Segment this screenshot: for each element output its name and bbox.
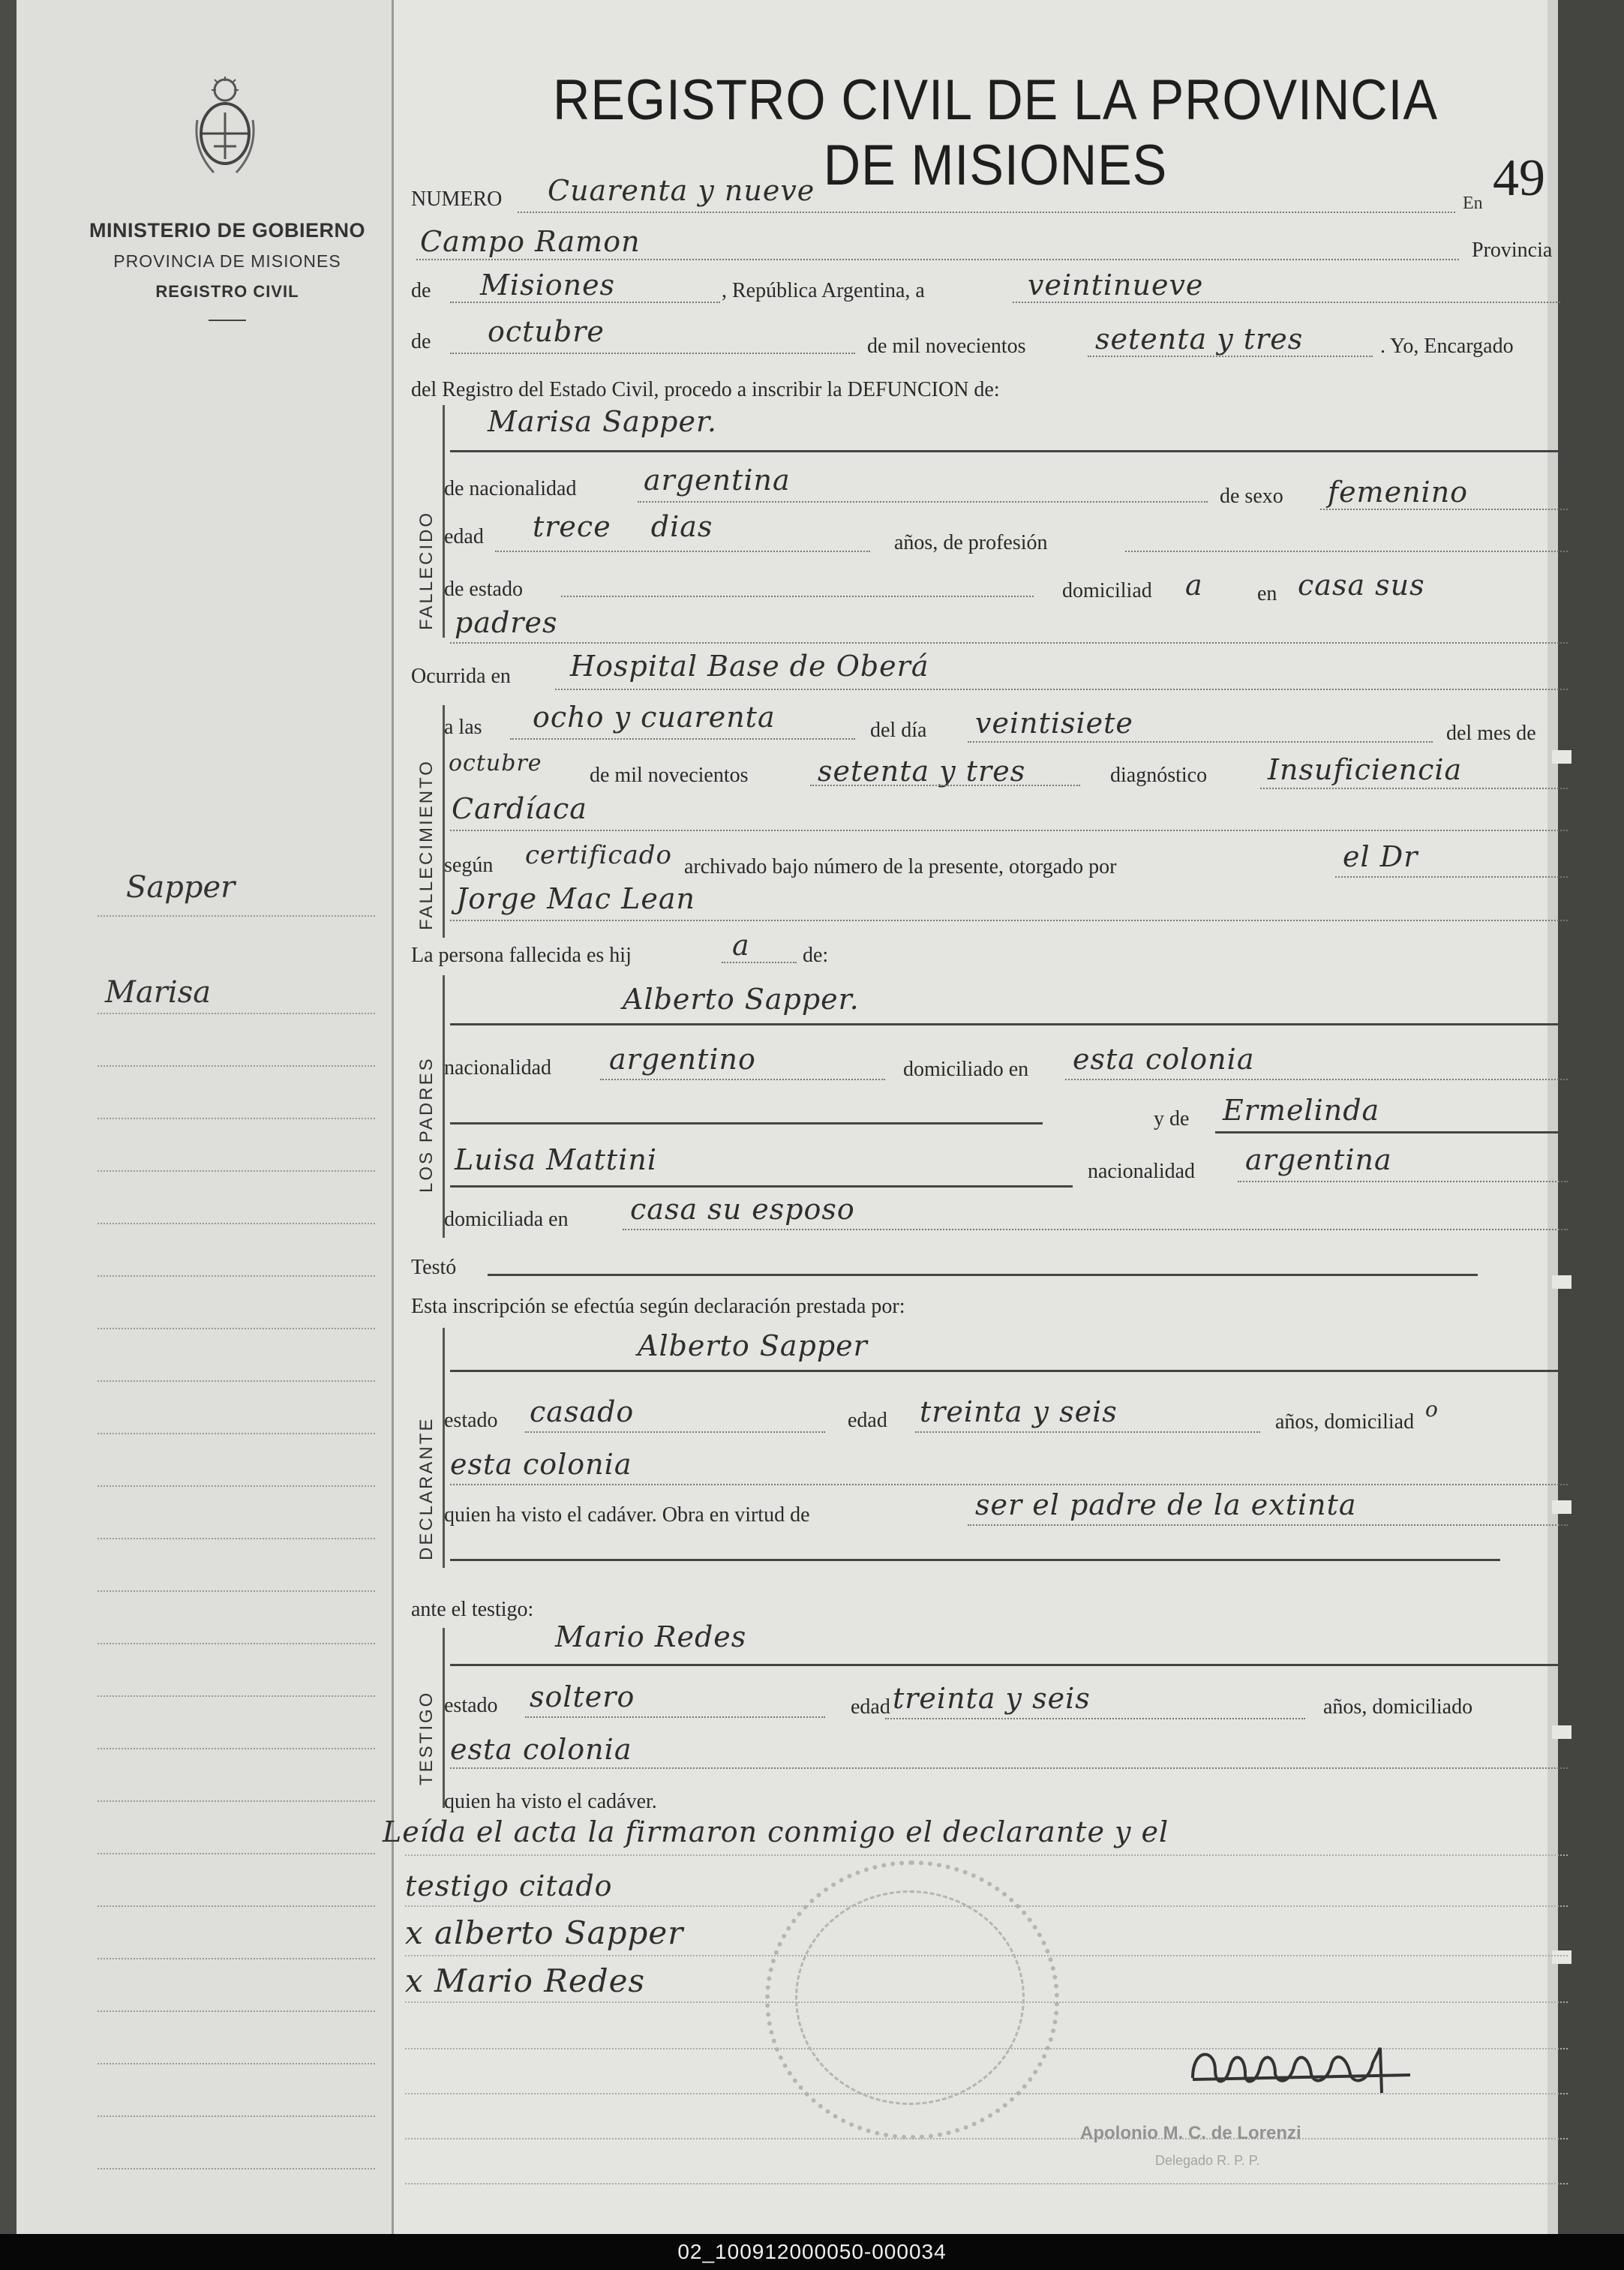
margin-rule bbox=[98, 1275, 375, 1277]
sexo-label: de sexo bbox=[1220, 485, 1283, 508]
madre-name: Ermelinda bbox=[1223, 1094, 1380, 1127]
ante-label: ante el testigo: bbox=[411, 1598, 534, 1621]
declarante-virtud: ser el padre de la extinta bbox=[975, 1488, 1357, 1521]
section-bar bbox=[443, 1328, 445, 1568]
declarante-edad: treinta y seis bbox=[920, 1395, 1118, 1428]
ministry-heading bbox=[81, 219, 374, 321]
margin-rule bbox=[98, 2115, 375, 2117]
ministry-name: MINISTERIO DE GOBIERNO bbox=[89, 219, 366, 242]
testigo-name: Mario Redes bbox=[555, 1620, 747, 1653]
fill-line bbox=[915, 1431, 1260, 1433]
binder-tab bbox=[1552, 1500, 1571, 1514]
domicilio-value-2: padres bbox=[455, 606, 558, 639]
fill-line bbox=[450, 353, 855, 354]
segun-label: según bbox=[444, 854, 494, 877]
underline bbox=[450, 1122, 1043, 1124]
fill-line bbox=[1013, 302, 1560, 303]
ruled-line bbox=[405, 1854, 1568, 1856]
madre-nacionalidad: argentina bbox=[1245, 1143, 1392, 1176]
official-name-stamp: Apolonio M. C. de Lorenzi bbox=[1080, 2123, 1301, 2143]
closing-line-2: testigo citado bbox=[405, 1869, 613, 1902]
underline bbox=[450, 1370, 1568, 1372]
mil-label: de mil novecientos bbox=[590, 764, 749, 787]
section-bar bbox=[443, 975, 445, 1238]
fill-line bbox=[968, 741, 1433, 743]
margin-rule bbox=[98, 2063, 375, 2064]
closing-line-1: Leída el acta la firmaron conmigo el declarante y el bbox=[383, 1815, 1169, 1848]
margin-rule bbox=[98, 1328, 375, 1329]
year-value: setenta y tres bbox=[1095, 323, 1304, 356]
fill-line bbox=[510, 738, 855, 740]
official-seal-ring bbox=[795, 1890, 1025, 2105]
margin-rule bbox=[98, 1958, 375, 1959]
mes-label: del mes de bbox=[1446, 722, 1536, 745]
fill-line bbox=[638, 501, 1208, 503]
margin-rule bbox=[98, 1223, 375, 1224]
fill-line bbox=[1260, 788, 1568, 789]
anio-value: setenta y tres bbox=[818, 755, 1026, 788]
nacionalidad-label: de nacionalidad bbox=[444, 477, 577, 500]
hora-label: a las bbox=[444, 716, 482, 739]
margin-rule bbox=[98, 1905, 375, 1907]
de-label: de bbox=[411, 279, 431, 302]
divider bbox=[209, 320, 246, 321]
fill-line bbox=[525, 1431, 825, 1433]
fill-line bbox=[600, 1079, 885, 1080]
section-bar bbox=[443, 705, 445, 938]
margin-rule bbox=[98, 1065, 375, 1067]
margin-rule bbox=[98, 1695, 375, 1697]
margin-rule bbox=[98, 1380, 375, 1382]
fill-line bbox=[450, 830, 1568, 831]
archivado-label: archivado bajo número de la presente, otorgado por bbox=[684, 855, 1117, 878]
fill-line bbox=[1335, 876, 1568, 878]
testigo-domicilio-label: años, domiciliado bbox=[1323, 1695, 1473, 1719]
document-id-strip bbox=[0, 2234, 1624, 2270]
fill-line bbox=[810, 785, 1080, 786]
ruled-line bbox=[405, 2183, 1568, 2184]
day-value: veintinueve bbox=[1028, 269, 1204, 302]
diagnostico-value-2: Cardíaca bbox=[452, 792, 587, 825]
section-bar bbox=[443, 1628, 445, 1808]
underline bbox=[450, 450, 1568, 452]
underline bbox=[450, 1664, 1568, 1666]
hija-suffix: a bbox=[732, 929, 750, 962]
margin-rule bbox=[98, 1485, 375, 1487]
underline bbox=[450, 1559, 1500, 1561]
domiciliado-label: domiciliado en bbox=[903, 1058, 1029, 1081]
de-label: de bbox=[411, 330, 431, 353]
diagnostico-value: Insuficiencia bbox=[1268, 753, 1463, 786]
yo-label: . Yo, Encargado bbox=[1380, 335, 1514, 358]
domicilio-value: casa sus bbox=[1298, 569, 1425, 602]
margin-rule bbox=[98, 1800, 375, 1802]
document-title: REGISTRO CIVIL DE LA PROVINCIA DE MISIONES bbox=[553, 68, 1438, 197]
fill-line bbox=[1125, 551, 1568, 552]
fill-line bbox=[623, 1229, 1568, 1230]
margin-rule bbox=[98, 1748, 375, 1749]
fill-line bbox=[525, 1716, 825, 1718]
margin-rule bbox=[98, 2010, 375, 2012]
diagnostico-label: diagnóstico bbox=[1110, 764, 1208, 787]
de-label: de: bbox=[803, 944, 829, 967]
domicilio-label: domiciliad bbox=[1062, 579, 1152, 602]
underline bbox=[450, 1185, 1073, 1188]
fill-line bbox=[561, 596, 1034, 597]
madre-domicilio: casa su esposo bbox=[630, 1193, 855, 1226]
province-name: PROVINCIA DE MISIONES bbox=[113, 251, 341, 271]
margin-rule bbox=[98, 1170, 375, 1172]
fill-line bbox=[968, 1524, 1568, 1526]
margin-rule bbox=[98, 1118, 375, 1119]
section-padres-label: LOS PADRES bbox=[416, 1056, 437, 1193]
medico-value: el Dr bbox=[1343, 840, 1418, 873]
edad-value: trece dias bbox=[533, 510, 713, 543]
registro-label: del Registro del Estado Civil, procedo a inscribir la DEFUNCION de: bbox=[411, 378, 1000, 401]
margin-surname: Sapper bbox=[126, 870, 236, 905]
fill-line bbox=[555, 689, 1568, 690]
margin-rule bbox=[98, 1013, 375, 1014]
domiciliada-label: domiciliada en bbox=[444, 1208, 569, 1231]
binder-cover bbox=[1558, 0, 1624, 2234]
numero-label: NUMERO bbox=[411, 188, 503, 211]
province-value: Misiones bbox=[480, 269, 616, 302]
fill-line bbox=[450, 1767, 1568, 1769]
fallecido-name: Marisa Sapper. bbox=[488, 405, 718, 438]
fill-line bbox=[722, 962, 797, 963]
margin-rule bbox=[98, 2168, 375, 2169]
fill-line bbox=[1088, 356, 1373, 357]
section-fallecido-label: FALLECIDO bbox=[416, 510, 437, 630]
en-label: en bbox=[1257, 582, 1277, 605]
month-value: octubre bbox=[488, 315, 605, 348]
fill-line bbox=[416, 259, 1459, 260]
fill-line bbox=[885, 1718, 1305, 1719]
binder-tab bbox=[1552, 1275, 1571, 1289]
margin-column bbox=[17, 0, 394, 2234]
mes-value: octubre bbox=[449, 750, 542, 776]
coat-of-arms-icon bbox=[191, 75, 259, 180]
madre-nacionalidad-label: nacionalidad bbox=[1088, 1160, 1196, 1183]
dia-label: del día bbox=[870, 719, 927, 742]
declarante-estado-label: estado bbox=[444, 1409, 498, 1432]
signature-declarante: x alberto Sapper bbox=[405, 1914, 684, 1951]
testigo-edad: treinta y seis bbox=[893, 1682, 1091, 1715]
mil-label: de mil novecientos bbox=[867, 335, 1026, 358]
section-fallecimiento-label: FALLECIMIENTO bbox=[416, 759, 437, 930]
declarante-domicilio: esta colonia bbox=[450, 1448, 632, 1481]
padre-name: Alberto Sapper. bbox=[623, 983, 860, 1016]
domicilio-suffix: a bbox=[1185, 569, 1203, 602]
fill-line bbox=[450, 302, 720, 303]
registry-name: REGISTRO CIVIL bbox=[155, 282, 299, 301]
declarante-estado: casado bbox=[530, 1395, 635, 1428]
acta-en-label: En bbox=[1463, 194, 1483, 213]
signature-testigo: x Mario Redes bbox=[405, 1962, 646, 1999]
margin-rule bbox=[98, 915, 375, 917]
hija-label: La persona fallecida es hij bbox=[411, 944, 632, 967]
estado-label: de estado bbox=[444, 578, 523, 601]
official-signature bbox=[1185, 2033, 1425, 2100]
fill-line bbox=[1238, 1181, 1568, 1182]
padre-domicilio: esta colonia bbox=[1073, 1043, 1255, 1076]
margin-rule bbox=[98, 1853, 375, 1854]
ruled-line bbox=[405, 2138, 1568, 2139]
sexo-value: femenino bbox=[1328, 476, 1469, 509]
margin-rule bbox=[98, 1590, 375, 1592]
section-testigo-label: TESTIGO bbox=[416, 1690, 437, 1785]
acta-number: 49 bbox=[1493, 149, 1545, 207]
underline bbox=[1215, 1131, 1568, 1133]
testo-label: Testó bbox=[411, 1256, 457, 1279]
declarante-domicilio-suffix: o bbox=[1425, 1397, 1439, 1422]
section-bar bbox=[443, 405, 445, 638]
margin-rule bbox=[98, 1433, 375, 1434]
binder-tab bbox=[1552, 750, 1571, 764]
section-declarante-label: DECLARANTE bbox=[416, 1416, 437, 1560]
binder-tab bbox=[1552, 1950, 1571, 1964]
fill-line bbox=[518, 212, 1455, 213]
declarante-edad-label: edad bbox=[848, 1409, 887, 1432]
numero-value: Cuarenta y nueve bbox=[548, 174, 815, 207]
testigo-estado-label: estado bbox=[444, 1694, 498, 1717]
testigo-visto-label: quien ha visto el cadáver. bbox=[444, 1790, 657, 1813]
margin-given-name: Marisa bbox=[105, 975, 212, 1010]
declarante-domicilio-label: años, domiciliad bbox=[1275, 1410, 1415, 1434]
place-value: Campo Ramon bbox=[420, 225, 641, 258]
margin-rule bbox=[98, 1538, 375, 1539]
declarante-visto-label: quien ha visto el cadáver. Obra en virtud de bbox=[444, 1503, 810, 1527]
hora-value: ocho y cuarenta bbox=[533, 701, 776, 734]
ocurrida-value: Hospital Base de Oberá bbox=[570, 650, 929, 683]
testigo-edad-label: edad bbox=[851, 1695, 890, 1719]
declaracion-label: Esta inscripción se efectúa según declaración prestada por: bbox=[411, 1295, 905, 1318]
ocurrida-label: Ocurrida en bbox=[411, 665, 511, 688]
fill-line bbox=[450, 1484, 1568, 1485]
declarante-name: Alberto Sapper bbox=[638, 1329, 868, 1362]
nacionalidad-value: argentina bbox=[644, 464, 791, 497]
page-edge bbox=[1547, 0, 1558, 2234]
republica-label: , República Argentina, a bbox=[722, 279, 925, 302]
padre-nacionalidad: argentino bbox=[609, 1043, 756, 1076]
fill-line bbox=[450, 920, 1568, 921]
margin-rule bbox=[98, 1643, 375, 1644]
binder-tab bbox=[1552, 1725, 1571, 1739]
testigo-domicilio: esta colonia bbox=[450, 1733, 632, 1766]
y-de-label: y de bbox=[1154, 1107, 1190, 1130]
padre-nacionalidad-label: nacionalidad bbox=[444, 1056, 552, 1079]
official-role-stamp: Delegado R. P. P. bbox=[1155, 2153, 1260, 2168]
provincia-label: Provincia bbox=[1472, 239, 1553, 262]
fill-line bbox=[450, 642, 1568, 644]
underline bbox=[450, 1023, 1568, 1025]
madre-name-2: Luisa Mattini bbox=[455, 1143, 657, 1176]
testigo-estado: soltero bbox=[530, 1680, 635, 1713]
fill-line bbox=[1320, 509, 1568, 510]
fill-line bbox=[1065, 1079, 1568, 1080]
dia-value: veintisiete bbox=[975, 707, 1133, 740]
medico-value-2: Jorge Mac Lean bbox=[456, 882, 695, 915]
fill-line bbox=[495, 551, 870, 552]
underline bbox=[488, 1274, 1478, 1276]
profesion-label: años, de profesión bbox=[894, 531, 1048, 554]
document-id: 02_100912000050-000034 bbox=[677, 2240, 947, 2263]
edad-label: edad bbox=[444, 525, 484, 548]
certificado-value: certificado bbox=[525, 840, 672, 870]
